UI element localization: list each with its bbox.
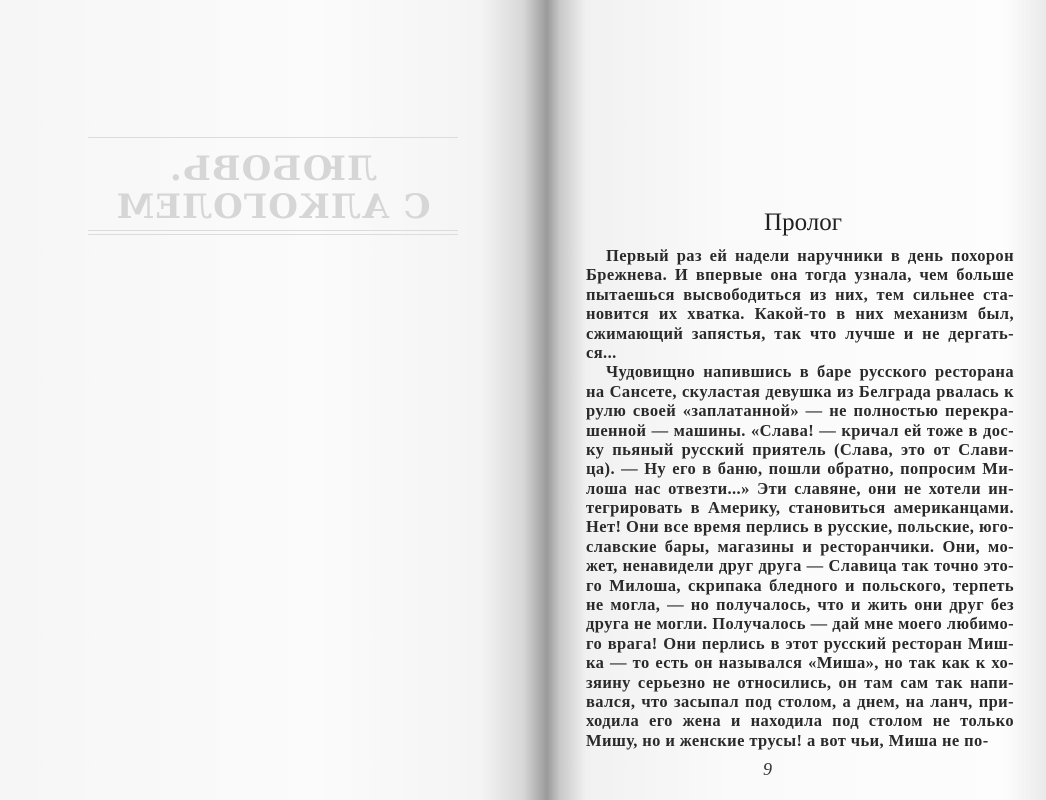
text-line: го Милоша, скрипака бледного и польского, терпеть: [586, 575, 1014, 595]
text-line: Мишу, но и женские трусы! а вот чьи, Миша не по-: [586, 730, 989, 750]
text-line: ку пьяный русский приятель (Слава, это от Слави-: [586, 439, 1014, 459]
text-line: ка — то есть он назывался «Миша», но так как к хо-: [586, 653, 1014, 673]
text-line: ца). — Ну его в баню, пошли обратно, попросим Ми-: [586, 459, 1014, 479]
text-line: тегрировать в Америку, становиться американцами.: [586, 498, 1014, 518]
show-through-title-line-1: ЛЮБОВЬ.: [168, 149, 378, 189]
text-line: ходила его жена и находила под столом не только: [586, 711, 1014, 731]
text-line: Нет! Они все время перлись в русские, польские, юго-: [586, 517, 1014, 537]
chapter-title: Пролог: [764, 209, 842, 236]
text-line: рулю своей «заплатанной» — не полностью перекра-: [586, 401, 1014, 421]
text-line: на Сансете, скуластая девушка из Белграда рвалась к: [586, 381, 1014, 401]
page-number: 9: [763, 759, 772, 779]
text-line: Брежнева. И впервые она тогда узнала, чем больше: [586, 265, 1014, 285]
text-line: пытаешься высвободиться из них, тем сильнее ста-: [586, 284, 1014, 304]
text-line: друга не могли. Получалось — дай мне моего любимо-: [586, 614, 1014, 634]
text-line: не могла, — но получалось, что и жить они друг без: [586, 595, 1014, 615]
text-line: Первый раз ей надели наручники в день похорон: [606, 246, 1014, 265]
text-line: Чудовищно напившись в баре русского ресторана: [606, 362, 1014, 382]
body-text: [586, 246, 1014, 750]
text-line: го врага! Они перлись в этот русский ресторан Миш-: [586, 633, 1014, 653]
text-line: шенной — машины. «Слава! — кричал ей тоже в дос-: [586, 420, 1014, 440]
text-line: вался, что засыпал под столом, а днем, на ланч, при-: [586, 691, 1014, 711]
show-through-title-line-2: С АЛКОГОЛЕМ: [115, 187, 431, 227]
text-line: славские бары, магазины и ресторанчики. Они, мо-: [586, 536, 1014, 556]
bottom-rule-2: [88, 234, 458, 235]
text-line: лоша нас отвезти...» Эти славяне, они не хотели ин-: [586, 478, 1014, 498]
text-line: жет, ненавидели друг друга — Славица так точно это-: [586, 556, 1014, 576]
text-line: зяину серьезно не относились, он там сам так напи-: [586, 672, 1014, 692]
text-line: сжимающий запястья, так что лучше и не дергать-: [586, 323, 1014, 343]
bottom-rule: [88, 230, 458, 231]
text-line: новится их хватка. Какой-то в них механизм был,: [586, 304, 1014, 324]
right-page: [560, 0, 1046, 800]
text-line: ся...: [586, 342, 617, 362]
top-rule: [88, 137, 458, 138]
